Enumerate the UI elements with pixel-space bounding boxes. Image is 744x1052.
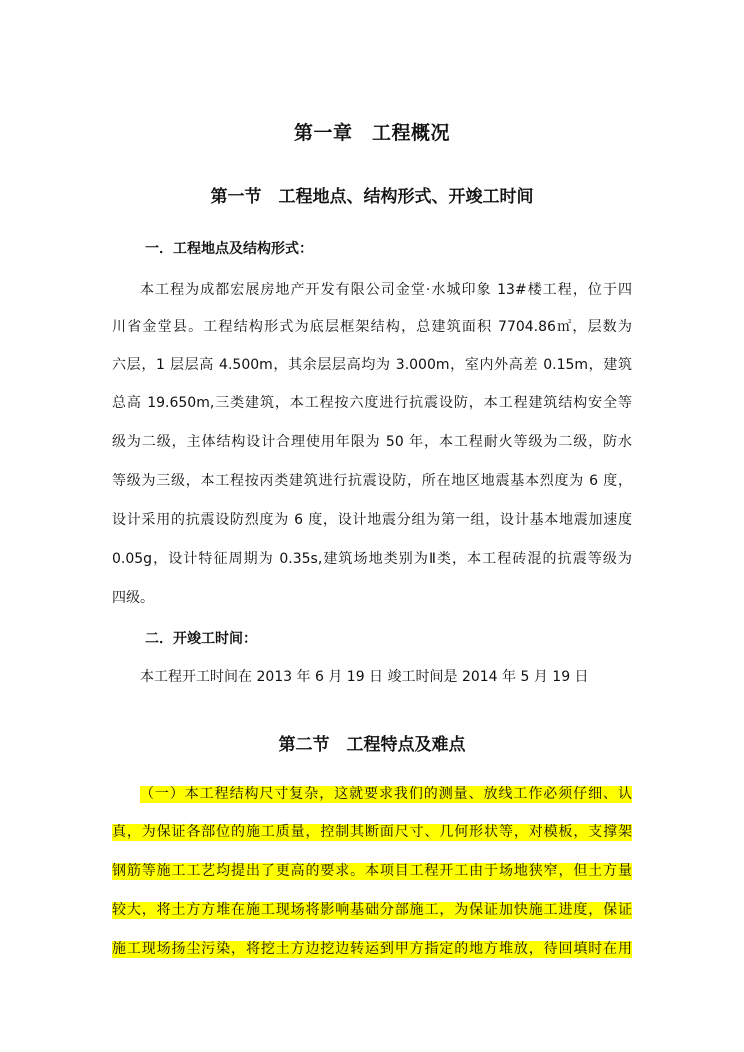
subheading-location-structure: 一．工程地点及结构形式： bbox=[145, 241, 313, 257]
section-title-1: 第一节 工程地点、结构形式、开竣工时间 bbox=[210, 187, 534, 207]
highlight-span: 钢筋等施工工艺均提出了更高的要求。本项目工程开工由于场地狭窄，但土方量 bbox=[112, 863, 632, 879]
highlighted-line bbox=[140, 784, 632, 804]
section-title-2: 第二节 工程特点及难点 bbox=[278, 735, 466, 755]
chapter-title: 第一章 工程概况 bbox=[293, 122, 450, 144]
highlighted-line bbox=[112, 861, 632, 881]
highlight-span: 真，为保证各部位的施工质量，控制其断面尺寸、几何形状等，对模板，支撑架 bbox=[112, 824, 632, 840]
paragraph-line: 0.05g，设计特征周期为 0.35s,建筑场地类别为Ⅱ类，本工程砖混的抗震等级为 bbox=[112, 551, 632, 567]
highlighted-line bbox=[112, 939, 632, 959]
paragraph-line: 本工程为成都宏展房地产开发有限公司金堂·水城印象 13#楼工程，位于四 bbox=[140, 282, 632, 298]
highlight-span: （一）本工程结构尺寸复杂，这就要求我们的测量、放线工作必须仔细、认 bbox=[140, 786, 632, 802]
paragraph-line: 总高 19.650m,三类建筑，本工程按六度进行抗震设防，本工程建筑结构安全等 bbox=[112, 395, 632, 411]
paragraph-line: 级为二级，主体结构设计合理使用年限为 50 年，本工程耐火等级为二级，防水 bbox=[112, 434, 632, 450]
paragraph-line: 四级。 bbox=[112, 590, 154, 606]
highlighted-line bbox=[112, 900, 632, 920]
paragraph-line: 川省金堂县。工程结构形式为底层框架结构，总建筑面积 7704.86㎡，层数为 bbox=[112, 319, 632, 335]
subheading-schedule: 二．开竣工时间： bbox=[145, 631, 257, 647]
paragraph-line: 六层，1 层层高 4.500m，其余层层高均为 3.000m，室内外高差 0.15m，建筑 bbox=[112, 357, 632, 373]
paragraph-line: 等级为三级，本工程按丙类建筑进行抗震设防，所在地区地震基本烈度为 6 度， bbox=[112, 473, 632, 489]
highlighted-line bbox=[112, 822, 632, 842]
highlight-span: 施工现场扬尘污染，将挖土方边挖边转运到甲方指定的地方堆放，待回填时在用 bbox=[112, 941, 632, 957]
highlight-span: 较大，将土方方堆在施工现场将影响基础分部施工，为保证加快施工进度，保证 bbox=[112, 902, 632, 918]
schedule-line: 本工程开工时间在 2013 年 6 月 19 日 竣工时间是 2014 年 5 月 19 日 bbox=[140, 669, 589, 685]
paragraph-line: 设计采用的抗震设防烈度为 6 度，设计地震分组为第一组，设计基本地震加速度 bbox=[112, 512, 632, 528]
